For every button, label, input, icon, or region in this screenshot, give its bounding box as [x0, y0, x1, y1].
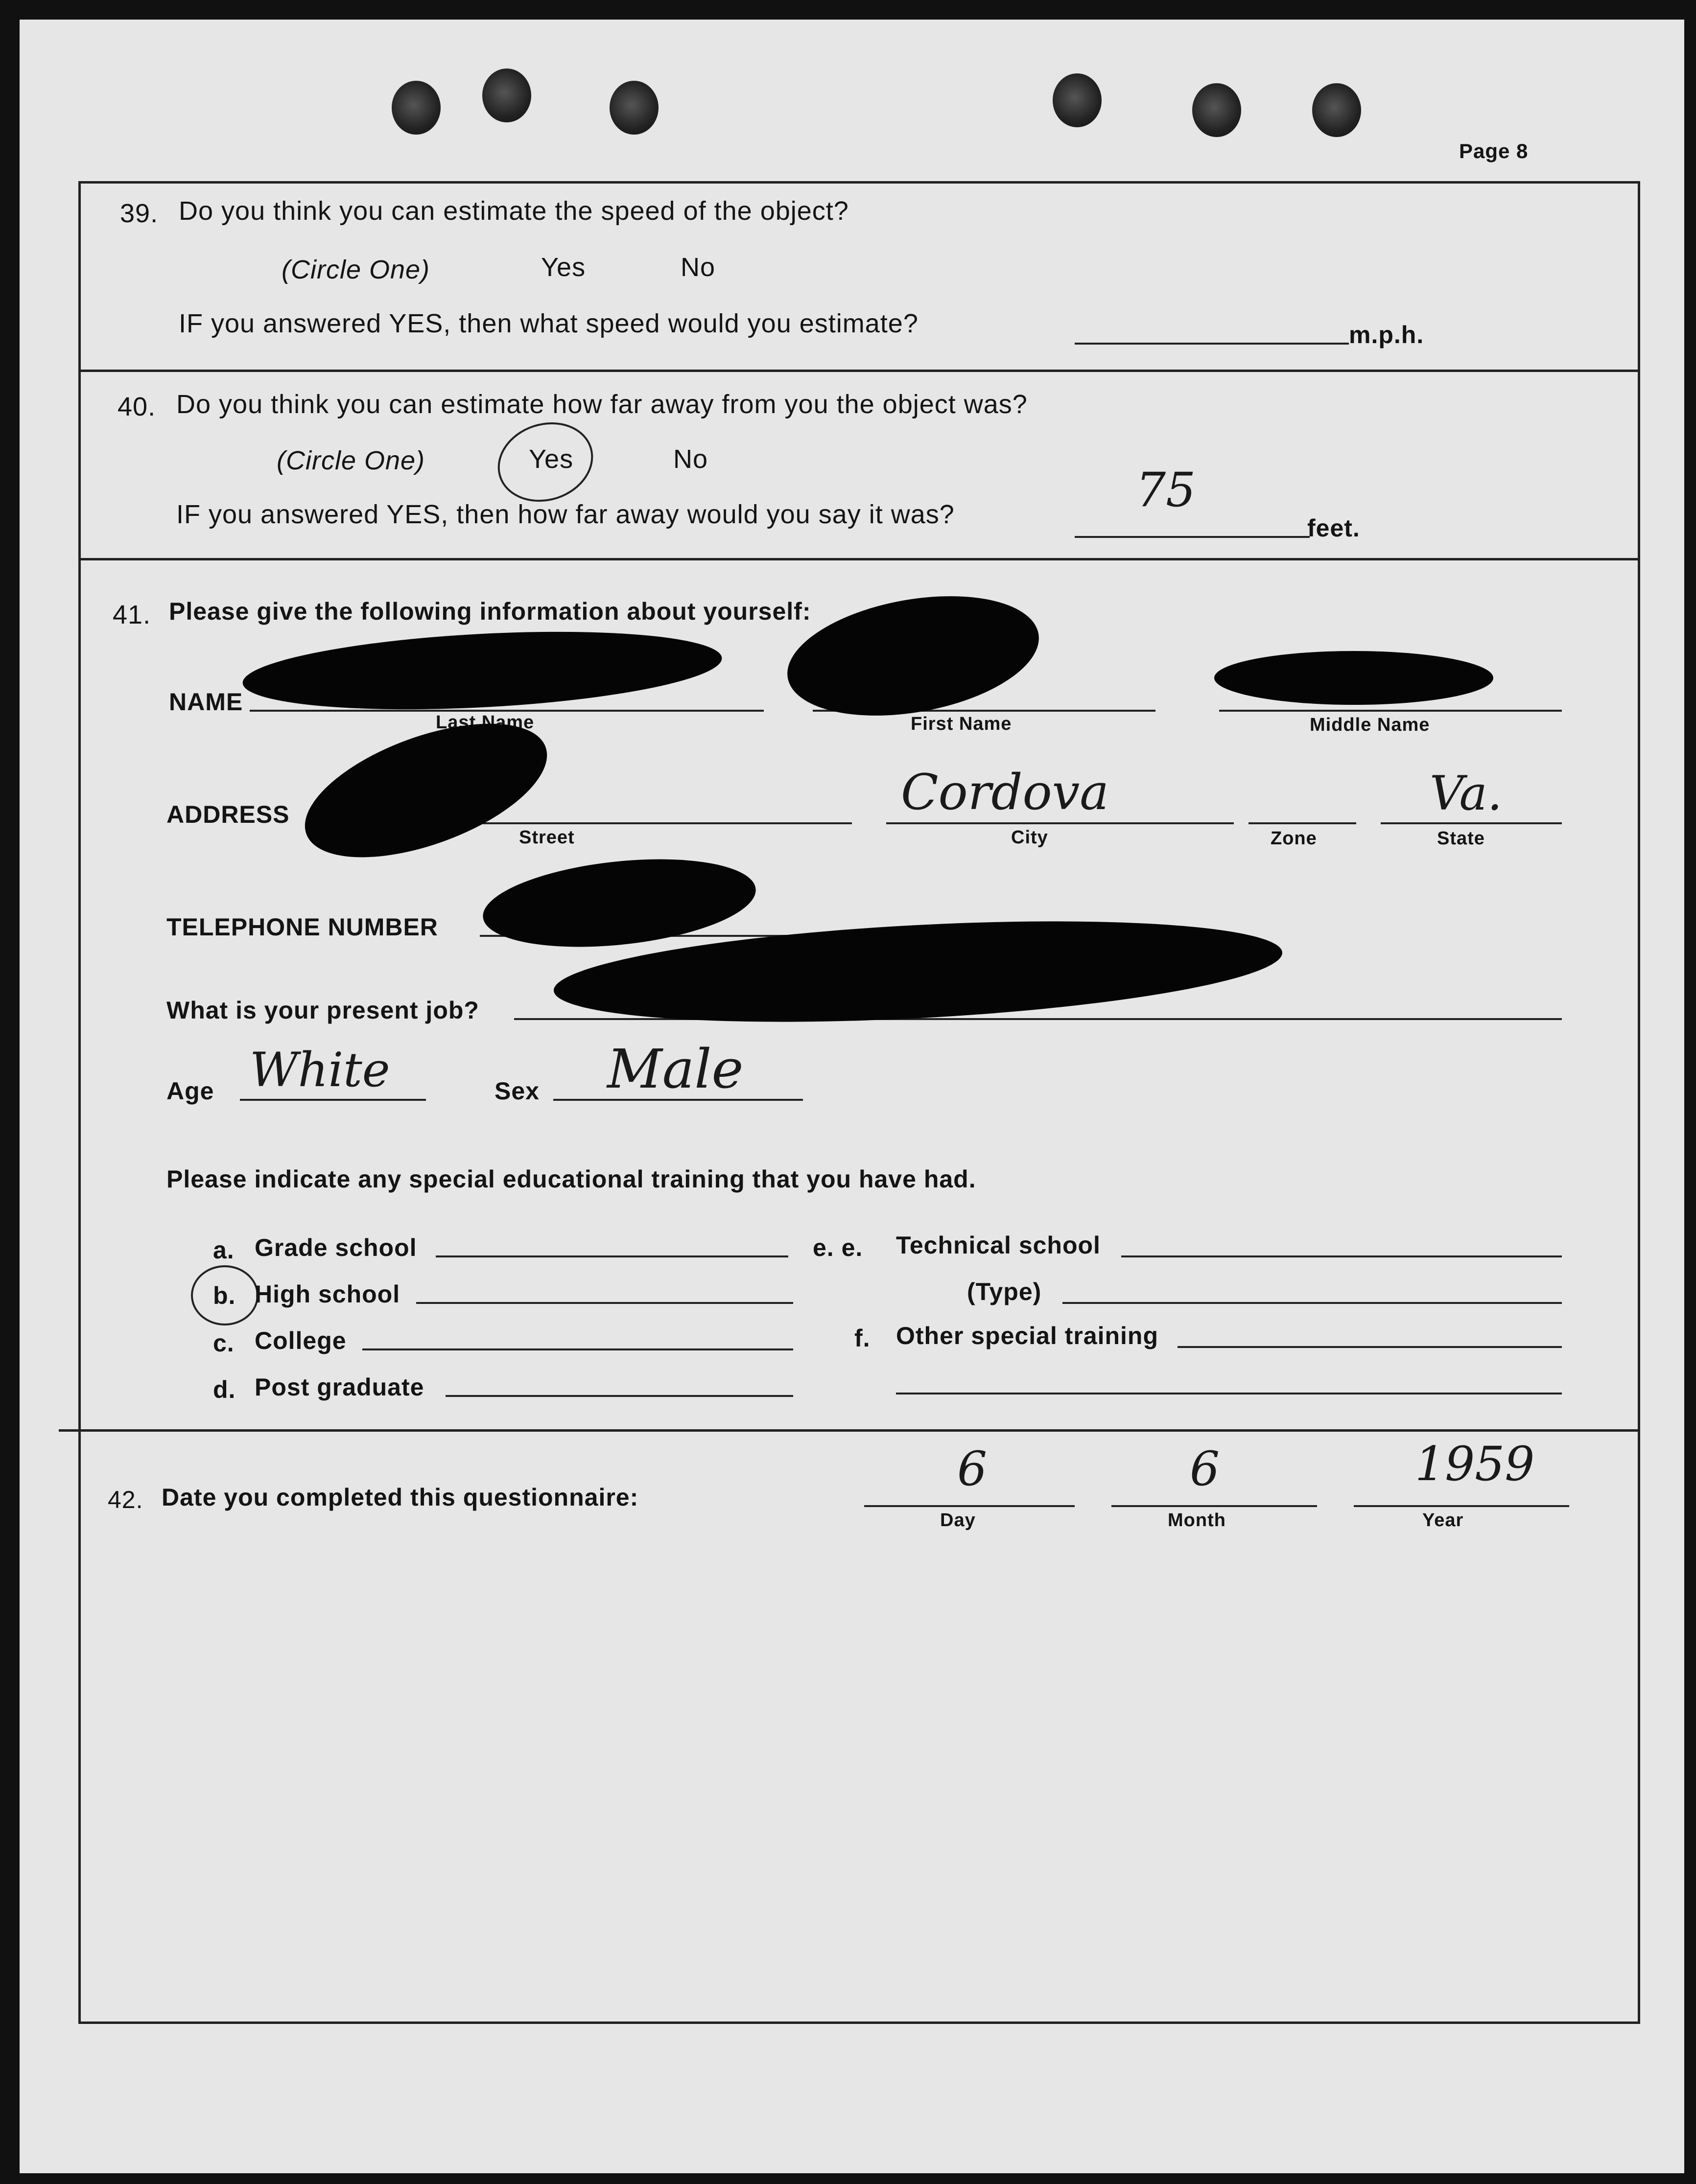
q40-question: Do you think you can estimate how far away from you the object was? [176, 390, 1028, 419]
education-label-college: College [255, 1327, 347, 1354]
punch-hole [1312, 83, 1361, 137]
date-day-field[interactable] [864, 1505, 1075, 1507]
section-divider [78, 558, 1640, 560]
redaction-mark [803, 932, 1268, 986]
education-letter-c: c. [213, 1329, 235, 1357]
address-label: ADDRESS [166, 801, 290, 828]
education-letter-f: f. [854, 1324, 871, 1352]
education-label-technical-school: Technical school [896, 1231, 1101, 1259]
telephone-label: TELEPHONE NUMBER [166, 913, 438, 941]
age-answer: White [250, 1043, 390, 1097]
date-day-answer: 6 [957, 1441, 988, 1496]
age-label: Age [166, 1077, 214, 1105]
other-training-field-line-2[interactable] [896, 1393, 1562, 1394]
date-day-caption: Day [940, 1510, 976, 1531]
date-year-answer: 1959 [1415, 1437, 1535, 1491]
q41-prompt: Please give the following information about yourself: [169, 598, 811, 625]
document-page [20, 20, 1684, 2173]
education-letter-e: e. e. [813, 1234, 863, 1261]
q40-number: 40. [118, 392, 156, 421]
date-month-caption: Month [1168, 1510, 1226, 1531]
page-number: Page 8 [1459, 139, 1529, 163]
state-answer: Va. [1430, 766, 1503, 821]
education-label-other-training: Other special training [896, 1322, 1159, 1349]
q39-no-option[interactable]: No [681, 253, 716, 282]
high-school-field[interactable] [416, 1302, 793, 1304]
punch-hole [1192, 83, 1241, 137]
punch-hole [482, 69, 531, 122]
date-year-field[interactable] [1354, 1505, 1569, 1507]
q42-prompt: Date you completed this questionnaire: [162, 1484, 639, 1511]
q40-unit: feet. [1307, 514, 1360, 542]
education-letter-d: d. [213, 1376, 236, 1403]
street-caption: Street [519, 827, 575, 848]
education-label-high-school: High school [255, 1280, 400, 1308]
date-month-field[interactable] [1111, 1505, 1317, 1507]
technical-school-field[interactable] [1121, 1255, 1562, 1257]
q39-question: Do you think you can estimate the speed of the object? [179, 196, 849, 226]
redaction-mark [1214, 651, 1493, 705]
q39-followup: IF you answered YES, then what speed would you estimate? [179, 309, 919, 338]
job-label: What is your present job? [166, 997, 479, 1024]
middle-name-field[interactable] [1219, 710, 1562, 712]
q40-followup: IF you answered YES, then how far away would you say it was? [176, 500, 955, 529]
post-graduate-field[interactable] [446, 1395, 793, 1397]
section-divider [78, 370, 1640, 372]
grade-school-field[interactable] [436, 1255, 788, 1257]
q39-speed-field[interactable] [1075, 343, 1349, 345]
q39-yes-option[interactable]: Yes [541, 253, 586, 282]
sex-label: Sex [495, 1077, 540, 1105]
name-label: NAME [169, 688, 243, 716]
q40-distance-answer: 75 [1136, 463, 1196, 517]
q42-number: 42. [108, 1486, 143, 1513]
q41-number: 41. [113, 600, 151, 629]
last-name-field[interactable] [250, 710, 764, 712]
q40-no-option[interactable]: No [673, 444, 708, 474]
q40-distance-field[interactable] [1075, 536, 1310, 538]
date-month-answer: 6 [1190, 1441, 1220, 1496]
q40-yes-option[interactable]: Yes [529, 444, 574, 474]
first-name-caption: First Name [911, 714, 1012, 734]
date-year-caption: Year [1422, 1510, 1464, 1531]
q39-circle-one: (Circle One) [282, 255, 430, 284]
city-field[interactable] [886, 822, 1234, 824]
other-training-field[interactable] [1178, 1346, 1562, 1348]
zone-field[interactable] [1248, 822, 1356, 824]
education-letter-b: b. [213, 1282, 236, 1309]
city-caption: City [1011, 827, 1048, 848]
punch-hole [610, 81, 659, 135]
education-label-post-graduate: Post graduate [255, 1373, 424, 1401]
punch-hole [392, 81, 441, 135]
sex-answer: Male [607, 1038, 744, 1100]
zone-caption: Zone [1271, 828, 1317, 849]
punch-hole [1053, 73, 1102, 127]
technical-type-field[interactable] [1062, 1302, 1562, 1304]
college-field[interactable] [362, 1348, 793, 1350]
education-type-label: (Type) [967, 1278, 1042, 1305]
state-field[interactable] [1381, 822, 1562, 824]
last-name-caption: Last Name [436, 712, 535, 733]
middle-name-caption: Middle Name [1310, 715, 1430, 735]
state-caption: State [1437, 828, 1485, 849]
q39-number: 39. [120, 199, 159, 228]
q40-circle-one: (Circle One) [277, 446, 425, 475]
section-divider [59, 1429, 1640, 1432]
education-letter-a: a. [213, 1236, 235, 1264]
education-prompt: Please indicate any special educational training that you have had. [166, 1165, 976, 1193]
high-school-circle-mark [191, 1265, 259, 1325]
education-label-grade-school: Grade school [255, 1234, 417, 1261]
age-field[interactable] [240, 1099, 426, 1101]
city-answer: Cordova [901, 764, 1109, 821]
q39-unit: m.p.h. [1349, 321, 1424, 349]
